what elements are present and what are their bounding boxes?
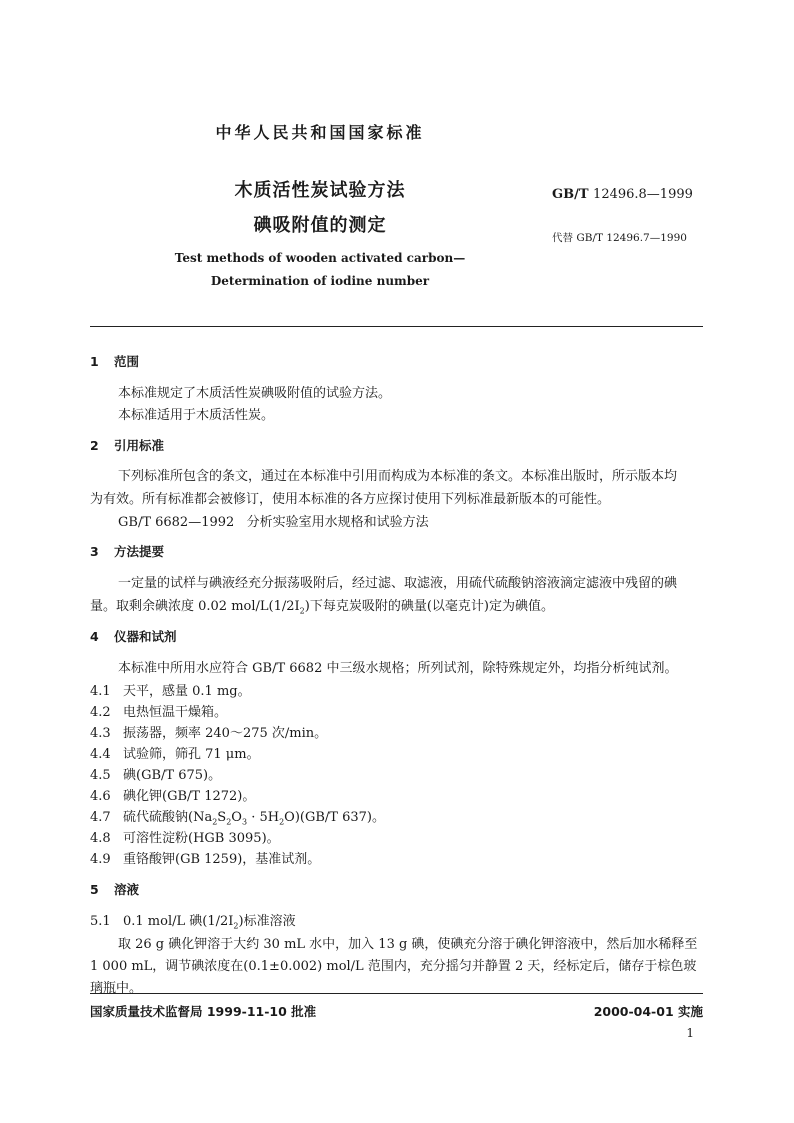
list-item [90, 785, 255, 804]
reference-standard: GB/T 6682—1992 分析实验室用水规格和试验方法 [118, 515, 429, 530]
item-number: 4.2 [90, 705, 111, 720]
text-run: 量。取剩余碘浓度 0.02 mol/L(1/2I [90, 599, 300, 614]
section-number: 5 [90, 882, 99, 897]
footer-divider [90, 993, 703, 994]
section-number: 4 [90, 629, 99, 644]
subsection-heading [90, 910, 296, 931]
approval-date: 国家质量技术监督局 1999-11-10 批准 [90, 1004, 317, 1019]
section-title: 范围 [114, 354, 140, 369]
item-number: 4.6 [90, 789, 111, 804]
paragraph: 本标准中所用水应符合 GB/T 6682 中三级水规格；所列试剂，除特殊规定外，均指分析纯试剂。 [118, 661, 678, 676]
document-title-line2: 碘吸附值的测定 [253, 215, 387, 236]
item-number: 4.4 [90, 747, 111, 762]
standard-number [552, 187, 693, 202]
section-5-heading [90, 880, 139, 898]
item-number: 4.7 [90, 810, 111, 825]
section-title: 溶液 [114, 882, 140, 897]
section-number: 2 [90, 438, 99, 453]
list-item [90, 848, 320, 867]
text-run: 0.1 mol/L 碘(1/2I [123, 914, 234, 929]
paragraph-line: 取 26 g 碘化钾溶于大约 30 mL 水中，加入 13 g 碘，使碘充分溶于碘化钾溶液中，然后加水稀释至 [118, 937, 698, 952]
text-run: S [217, 810, 227, 825]
subscript: 2 [212, 817, 218, 827]
national-standard-heading: 中华人民共和国国家标准 [215, 123, 425, 142]
section-3-heading [90, 542, 164, 560]
item-text: 重铬酸钾(GB 1259)，基准试剂。 [123, 852, 321, 867]
list-item [90, 701, 227, 720]
paragraph: 本标准适用于木质活性炭。 [118, 408, 275, 423]
english-title-line1: Test methods of wooden activated carbon— [174, 251, 466, 265]
standard-prefix: GB/T [552, 187, 589, 202]
page-number: 1 [686, 1026, 694, 1040]
subscript: 2 [279, 817, 285, 827]
section-number: 1 [90, 354, 99, 369]
item-text: 振荡器，频率 240～275 次/min。 [123, 726, 328, 741]
standard-code: 12496.8—1999 [593, 187, 693, 202]
list-item [90, 806, 385, 827]
subscript: 2 [299, 606, 305, 616]
list-item [90, 722, 327, 741]
list-item [90, 680, 251, 699]
item-text: 碘(GB/T 675)。 [123, 768, 222, 783]
item-number: 4.3 [90, 726, 111, 741]
list-item [90, 743, 260, 762]
paragraph-line: 璃瓶中。 [90, 981, 143, 996]
subscript: 3 [241, 817, 248, 827]
paragraph: 本标准规定了木质活性炭碘吸附值的试验方法。 [118, 386, 392, 401]
text-run: )标准溶液 [238, 914, 296, 929]
item-number: 4.8 [90, 831, 111, 846]
implementation-date: 2000-04-01 实施 [593, 1004, 703, 1019]
item-text: 试验筛，筛孔 71 μm。 [123, 747, 260, 762]
text-run: · 5H [247, 810, 280, 825]
text-run: )下每克炭吸附的碘量(以毫克计)定为碘值。 [304, 599, 554, 614]
section-number: 3 [90, 544, 99, 559]
section-4-heading [90, 627, 177, 645]
paragraph-line: 下列标准所包含的条文，通过在本标准中引用而构成为本标准的条文。本标准出版时，所示版本均 [118, 469, 678, 484]
item-text: 天平，感量 0.1 mg。 [123, 684, 251, 699]
subscript: 2 [233, 921, 239, 931]
section-title: 仪器和试剂 [114, 629, 177, 644]
section-title: 引用标准 [114, 438, 165, 453]
item-number: 4.1 [90, 684, 111, 699]
item-text: 碘化钾(GB/T 1272)。 [123, 789, 256, 804]
item-number: 4.5 [90, 768, 111, 783]
section-1-heading [90, 352, 139, 370]
replaces-note: 代替 GB/T 12496.7—1990 [552, 232, 687, 244]
list-item [90, 827, 280, 846]
paragraph-line: 为有效。所有标准都会被修订，使用本标准的各方应探讨使用下列标准最新版本的可能性。 [90, 492, 611, 507]
paragraph-line: 1 000 mL，调节碘浓度在(0.1±0.002) mol/L 范围内，充分摇匀并静置 2 天，经标定后，储存于棕色玻 [90, 959, 697, 974]
section-2-heading [90, 436, 164, 454]
text-run: O)(GB/T 637)。 [284, 810, 385, 825]
item-number: 5.1 [90, 914, 111, 929]
english-title-line2: Determination of iodine number [210, 274, 430, 288]
item-text: 可溶性淀粉(HGB 3095)。 [123, 831, 280, 846]
list-item [90, 764, 221, 783]
text-run: 硫代硫酸钠(Na [123, 810, 213, 825]
section-title: 方法提要 [114, 544, 165, 559]
paragraph-line [90, 595, 554, 616]
item-text: 电热恒温干燥箱。 [123, 705, 228, 720]
document-title-line1: 木质活性炭试验方法 [234, 180, 406, 201]
paragraph-line: 一定量的试样与碘液经充分振荡吸附后，经过滤、取滤液，用硫代硫酸钠溶液滴定滤液中残留的碘 [118, 576, 678, 591]
item-number: 4.9 [90, 852, 111, 867]
header-divider [90, 326, 703, 327]
subscript: 2 [226, 817, 232, 827]
text-run: O [231, 810, 242, 825]
